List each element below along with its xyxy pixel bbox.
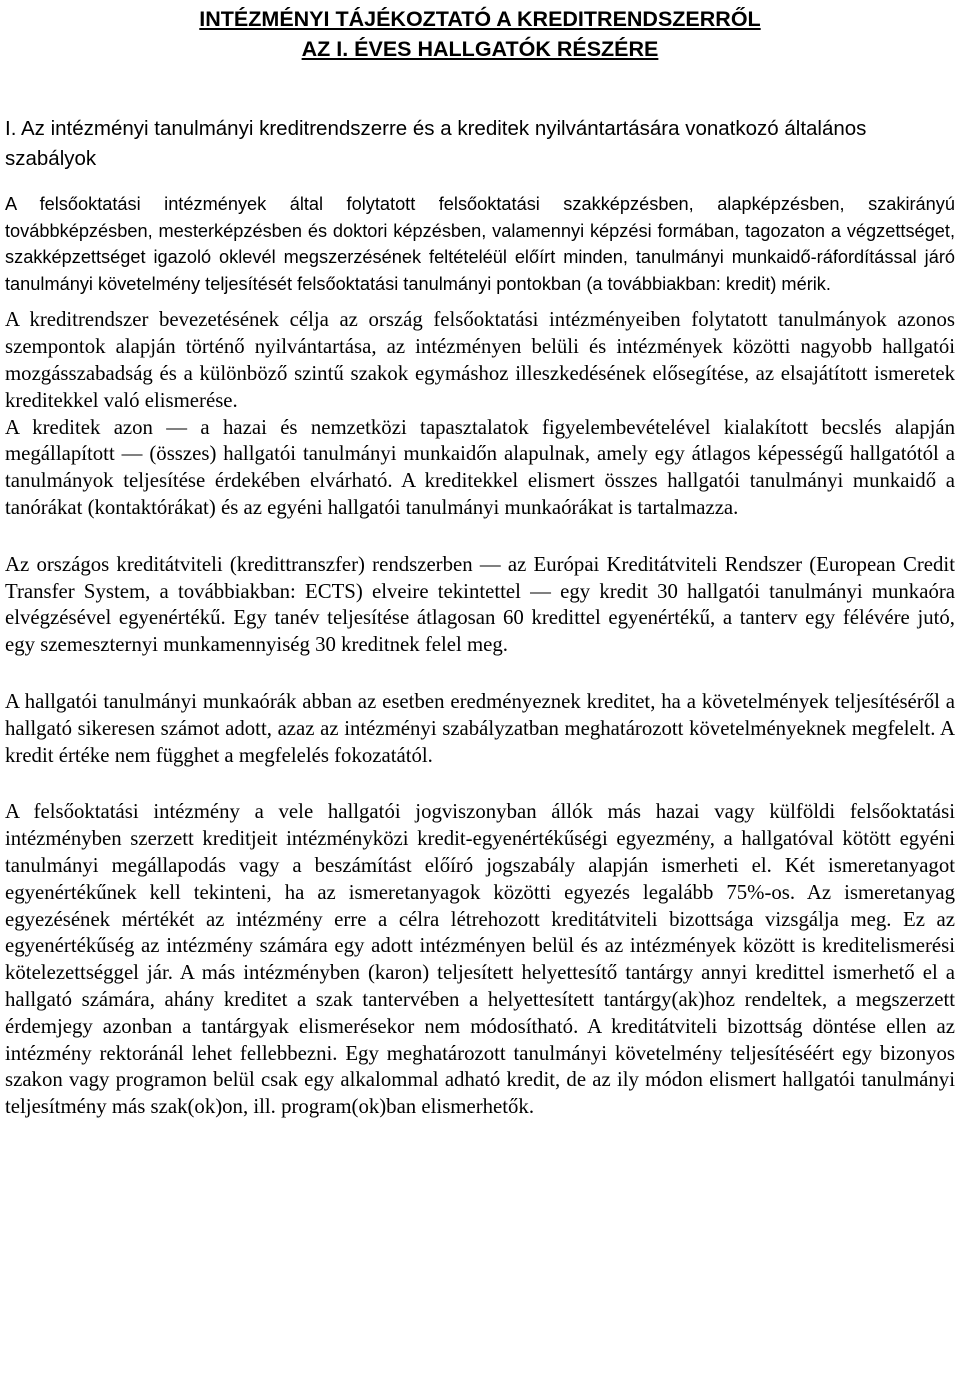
paragraph-kredit-definicio: A felsőoktatási intézmények által folytatott felsőoktatási szakképzésben, alapképzésben, szakirányú továbbképzésben, mesterképzésben és doktori képzésben, valamennyi képzési formában, tagozaton a végzettséget, szakképzettséget igazoló oklevél megszerzésének feltételéül előírt minden, tanulmányi munkaidő-ráfordítással járó tanulmányi követelmény teljesítését felsőoktatási tanulmányi pontokban (a továbbiakban: kredit) mérik.: [5, 194, 955, 294]
document-page: [5, 0, 955, 1121]
paragraph-kreditek-alapja: A kreditek azon — a hazai és nemzetközi tapasztalatok figyelembevételével kialakított becslés alapján megállapított — (összes) hallgatói tanulmányi munkaidőn alapulnak, amely egy átlagos képességű hallgatótól a tanulmányok teljesítése érdekében elvárható. A kreditekkel elismert összes hallgatói tanulmányi munkaidő a tanórákat (kontaktórákat) és az egyéni hallgatói tanulmányi munkaórákat is tartalmazza.: [5, 415, 955, 519]
paragraph-ects: Az országos kreditátviteli (kredittranszfer) rendszerben — az Európai Kreditátviteli Rendszer (European Credit Transfer System, a továbbiakban: ECTS) elveire tekintettel — egy kredit 30 hallgatói tanulmányi munkaóra elvégzésével egyenértékű. Egy tanév teljesítése átlagosan 60 kredittel egyenértékű, a tanterv egy félévére jutó, egy szemeszternyi munkamennyiség 30 kreditnek felel meg.: [5, 552, 955, 657]
document-title-line-2: AZ I. ÉVES HALLGATÓK RÉSZÉRE: [301, 37, 659, 61]
paragraph-munkaorak: A hallgatói tanulmányi munkaórák abban az esetben eredményeznek kreditet, ha a követelmények teljesítéséről a hallgató sikeresen számot adott, azaz az intézményi szabályzatban meghatározott követelményeknek megfelelt. A kredit értéke nem függhet a megfelelés fokozatától.: [5, 689, 955, 767]
section-heading: I. Az intézményi tanulmányi kreditrendszerre és a kreditek nyilvántartására vonatkozó általános szabályok: [5, 117, 867, 170]
document-title-line-1: INTÉZMÉNYI TÁJÉKOZTATÓ A KREDITRENDSZERRŐL: [199, 7, 761, 31]
paragraph-kreditelismeres: A felsőoktatási intézmény a vele hallgatói jogviszonyban állók más hazai vagy külföldi felsőoktatási intézményben szerzett kreditjeit intézményközi kredit-egyenértékűségi egyezmény, a hallgatóval kötött egyéni tanulmányi megállapodás vagy a beszámítást előíró jogszabály alapján ismerheti el. Két ismeretanyagot egyenértékűnek kell tekinteni, ha az ismeretanyagok közötti egyezés legalább 75%-os. Az ismeretanyag egyezésének mértékét az intézmény erre a célra létrehozott kreditátviteli bizottsága vizsgálja meg. Ez az egyenértékűség az intézmény számára egy adott intézményen belül és az intézmények között is kreditelismerési kötelezettséggel jár. A más intézményben (karon) teljesített helyettesítő tantárgy annyi kredittel ismerhető el a hallgató számára, ahány kreditet a szak tantervében a helyettesített tantárgy(ak)hoz rendeltek, a megszerzett érdemjegy azonban a tantárgyak elismerésekor nem módosítható. A kreditátviteli bizottság döntése ellen az intézmény rektoránál lehet fellebbezni. Egy meghatározott tanulmányi követelmény teljesítéséért egy bizonyos szakon vagy programon belül csak egy alkalommal adható kredit, de az ily módon elismert hallgatói tanulmányi teljesítmény más szak(ok)on, ill. program(ok)ban elismerhetők.: [5, 800, 955, 1119]
document-title: [5, 0, 955, 64]
paragraph-kreditrendszer-celja: A kreditrendszer bevezetésének célja az ország felsőoktatási intézményeiben folytatott tanulmányok azonos szempontok alapján történő nyilvántartása, az intézményen belüli és intézmények közötti nagyobb hallgatói mozgásszabadság és a különböző szintű szakok egymáshoz illeszkedésének elősegítése, az elsajátított ismeretek kreditekkel való elismerése.: [5, 308, 955, 412]
